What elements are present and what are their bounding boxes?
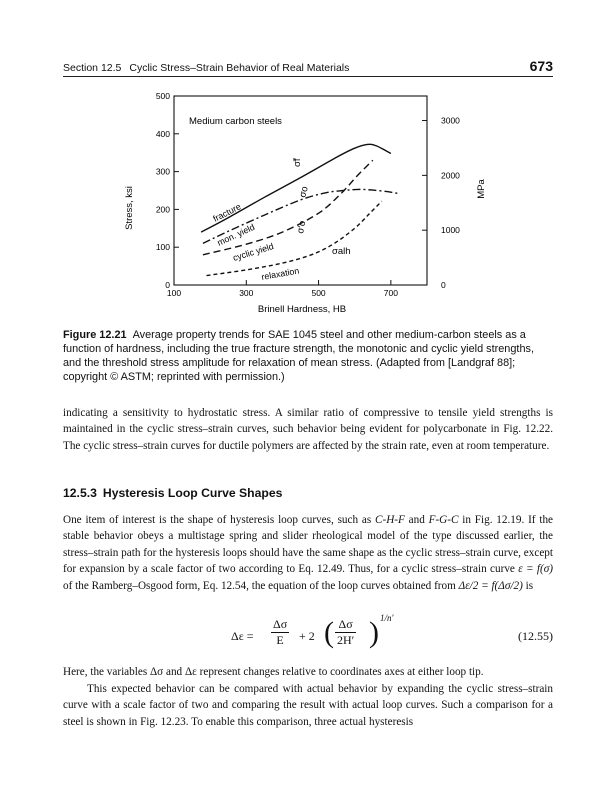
series-symbol: σ̃f bbox=[292, 158, 303, 167]
subsection-heading bbox=[63, 486, 553, 500]
eq-exponent: 1/n′ bbox=[380, 613, 394, 623]
series-line-fracture bbox=[201, 144, 391, 232]
p2-curve-eq: ε = f(σ) bbox=[518, 563, 553, 576]
series-symbol: σ′o bbox=[295, 219, 309, 235]
y-axis-label: Stress, ksi bbox=[124, 186, 135, 230]
eq-fraction-1 bbox=[271, 617, 289, 648]
figure-label: Figure 12.21 bbox=[63, 329, 127, 341]
figure-caption-text: Average property trends for SAE 1045 steel and other medium-carbon steels as a function of hardness, including the true fracture strength, the monotonic and cyclic yield strengths, and the threshold stress amplitude for relaxation of mean stress. (Adapted from [Landgraf 88]; copyright © ASTM; reprinted with permission.) bbox=[63, 329, 534, 383]
y2-axis-label: MPa bbox=[476, 179, 487, 199]
x-tick-label: 700 bbox=[383, 288, 398, 298]
y-tick-label: 0 bbox=[165, 280, 170, 290]
subsection-number: 12.5.3 bbox=[63, 486, 97, 500]
x-tick-label: 500 bbox=[311, 288, 326, 298]
p2-loop-1: C-H-F bbox=[375, 514, 405, 526]
y-tick-label: 200 bbox=[155, 204, 170, 215]
series-label: fracture bbox=[211, 201, 243, 224]
p2-text-and: and bbox=[404, 514, 429, 526]
p2-text-a: One item of interest is the shape of hysteresis loop curves, such as bbox=[63, 514, 376, 526]
eq-fraction-2 bbox=[335, 617, 356, 648]
p2-loop-eq: Δε/2 = f(Δσ/2) bbox=[458, 579, 523, 592]
y2-tick-label: 0 bbox=[441, 280, 446, 290]
y2-tick-label: 3000 bbox=[441, 115, 460, 126]
equation-12-55 bbox=[63, 612, 553, 662]
eq-frac2-denominator: 2H′ bbox=[337, 633, 355, 647]
chart-title: Medium carbon steels bbox=[189, 116, 282, 127]
y-tick-label: 300 bbox=[155, 166, 170, 177]
chart-series bbox=[201, 144, 398, 282]
p2-text-d: is bbox=[522, 579, 534, 592]
eq-lhs: Δε = bbox=[231, 629, 254, 643]
x-tick-label: 300 bbox=[239, 288, 254, 298]
y-tick-label: 500 bbox=[155, 91, 170, 101]
series-symbol: σalh bbox=[332, 246, 351, 257]
figure-chart bbox=[0, 0, 613, 325]
eq-plus: + 2 bbox=[299, 629, 315, 643]
figure-caption bbox=[63, 328, 551, 384]
series-symbol: σo bbox=[297, 185, 311, 199]
subsection-title: Hysteresis Loop Curve Shapes bbox=[102, 486, 283, 500]
eq-right-paren: ) bbox=[369, 616, 379, 649]
x-axis-label: Brinell Hardness, HB bbox=[257, 304, 347, 315]
y-tick-label: 100 bbox=[155, 242, 170, 253]
series-label: mon. yield bbox=[215, 221, 257, 248]
section-number: Section 12.5 bbox=[63, 62, 122, 74]
paragraph-4: This expected behavior can be compared with actual behavior by expanding the cyclic stress–strain curve with a scale factor of two and comparing the result with actual loop curves. Such a comparison for a steel is shown in Fig. 12.23. To enable this comparison, three actual hysteresis bbox=[63, 683, 553, 728]
equation-number: (12.55) bbox=[518, 629, 553, 643]
series-label: relaxation bbox=[260, 265, 300, 282]
p2-text-c: of the Ramberg–Osgood form, Eq. 12.54, the equation of the loop curves obtained from bbox=[63, 579, 459, 592]
section-title: Cyclic Stress–Strain Behavior of Real Materials bbox=[129, 62, 350, 74]
y2-tick-label: 1000 bbox=[441, 225, 460, 236]
equation-body bbox=[231, 612, 431, 662]
paragraph-1: indicating a sensitivity to hydrostatic stress. A similar ratio of compressive to tensile yield strengths is maintained in the cyclic stress–strain curves, such behavior being evident for polycarbonate in Fig. 12.22. The cyclic stress–strain curves for ductile polymers are affected by the strain rate, even at room temperature. bbox=[63, 407, 553, 452]
eq-frac1-denominator: E bbox=[276, 633, 284, 647]
p2-loop-2: F-G-C bbox=[428, 514, 459, 526]
eq-left-paren: ( bbox=[324, 616, 334, 649]
y2-tick-label: 2000 bbox=[441, 170, 460, 181]
series-label: cyclic yield bbox=[231, 241, 275, 263]
paragraph-2 bbox=[63, 512, 553, 594]
p2-text-b: in Fig. 12.19. If the stable behavior obeys a multistage spring and slider rheological model of the type discussed earlier, the stress–strain path for the hysteresis loops should have the same shape as the cyclic stress–strain curve, except for expansion by a scale factor of two according to Eq. 12.49. Thus, for a cyclic stress–strain curve bbox=[63, 514, 553, 576]
eq-frac2-numerator: Δσ bbox=[338, 617, 353, 631]
page-number: 673 bbox=[529, 58, 553, 74]
x-tick-label: 100 bbox=[166, 288, 182, 298]
paragraph-3: Here, the variables Δσ and Δε represent changes relative to coordinates axes at either loop tip. bbox=[63, 666, 484, 678]
y-tick-label: 400 bbox=[155, 128, 170, 139]
eq-frac1-numerator: Δσ bbox=[273, 617, 288, 631]
